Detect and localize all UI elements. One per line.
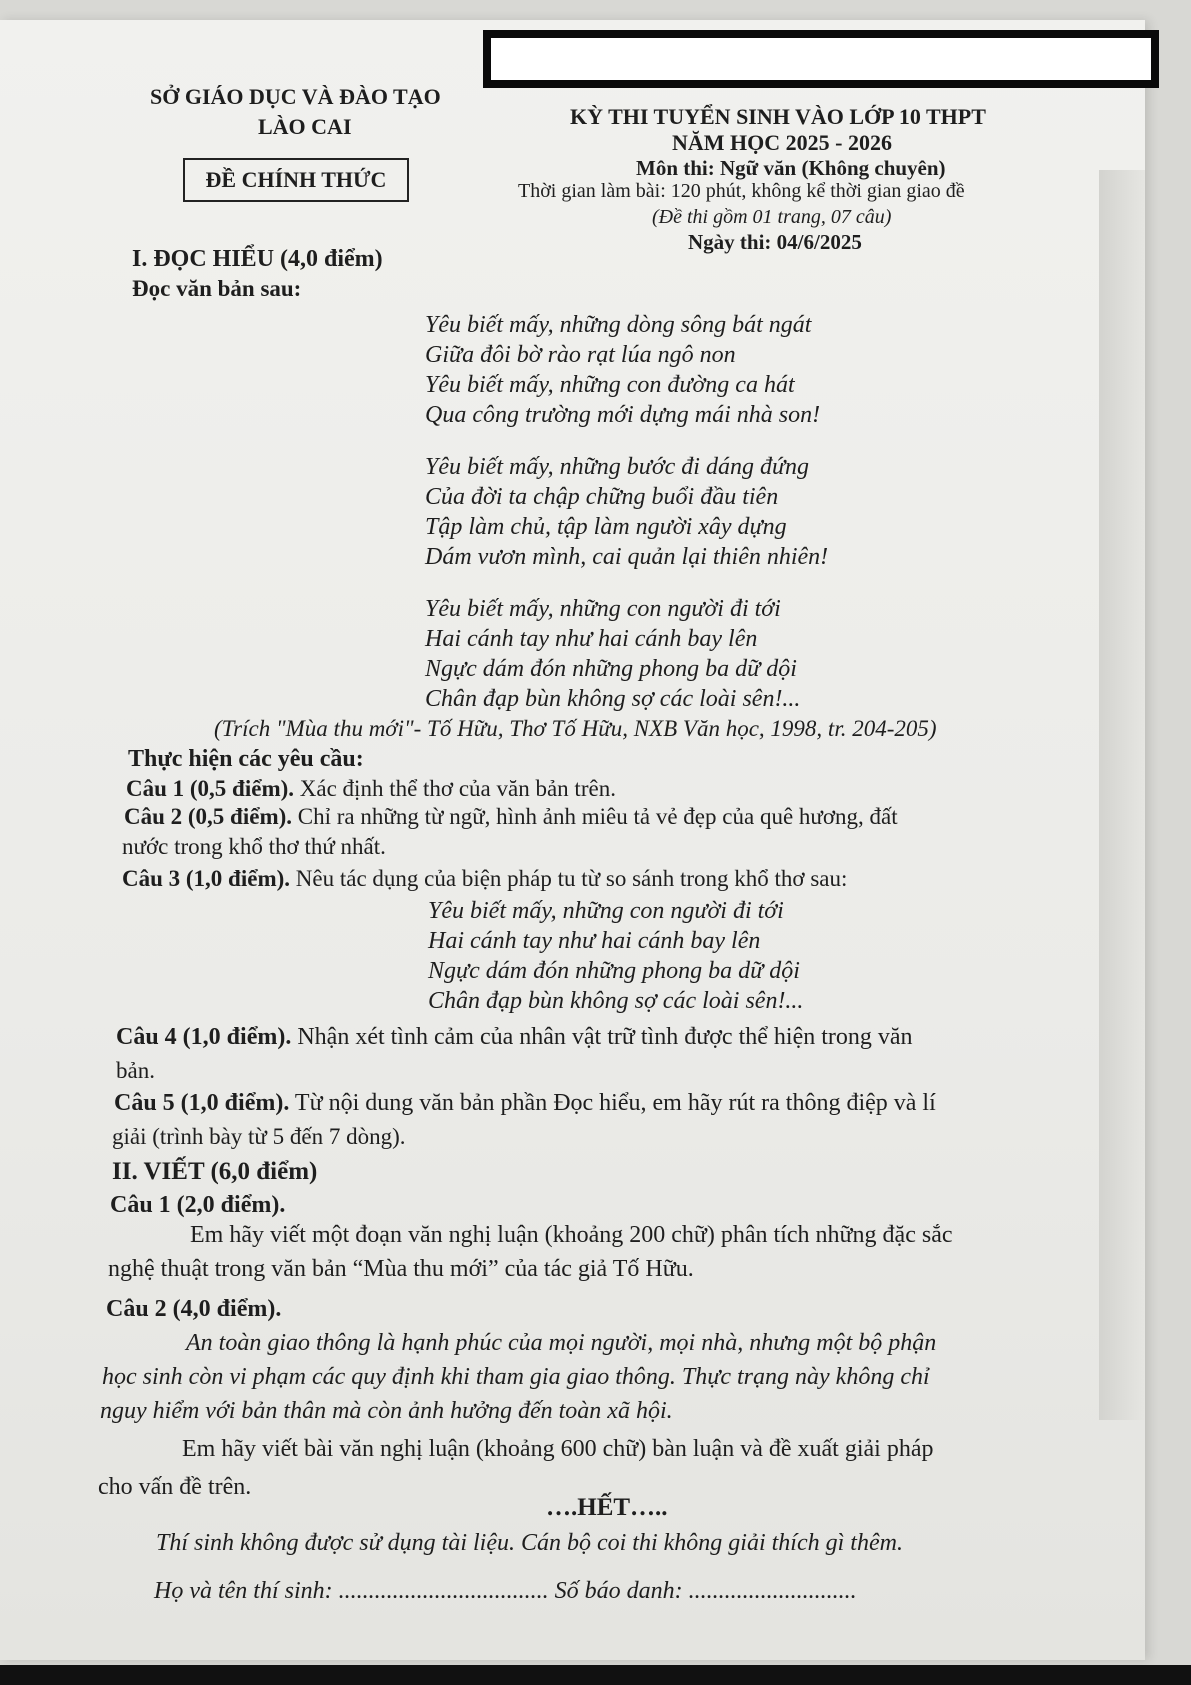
poem-line: Chân đạp bùn không sợ các loài sên!...	[425, 686, 801, 712]
question-1	[126, 776, 616, 802]
province-name: LÀO CAI	[258, 114, 352, 139]
writing-question-1-text: Em hãy viết một đoạn văn nghị luận (khoảng 200 chữ) phân tích những đặc sắc	[190, 1222, 953, 1248]
official-exam-badge: ĐỀ CHÍNH THỨC	[183, 158, 409, 202]
question-2	[124, 804, 898, 830]
exam-duration: Thời gian làm bài: 120 phút, không kể thời gian giao đề	[518, 180, 965, 202]
photo-bottom-border	[0, 1665, 1191, 1685]
paper-edge-shadow	[1099, 170, 1145, 1420]
writing-question-1-label: Câu 1 (2,0 điểm).	[110, 1192, 286, 1218]
candidate-id-blank: ............................	[688, 1578, 857, 1604]
school-year: NĂM HỌC 2025 - 2026	[672, 130, 892, 155]
poem-source: (Trích "Mùa thu mới"- Tố Hữu, Thơ Tố Hữu, NXB Văn học, 1998, tr. 204-205)	[214, 716, 937, 741]
requirements-title: Thực hiện các yêu cầu:	[128, 746, 364, 772]
q3-poem-line: Chân đạp bùn không sợ các loài sên!...	[428, 988, 804, 1014]
poem-line: Dám vươn mình, cai quản lại thiên nhiên!	[425, 544, 829, 570]
candidate-id-label: Số báo danh:	[554, 1578, 683, 1604]
question-label: Câu 1 (0,5 điểm).	[126, 776, 295, 801]
department-name: SỞ GIÁO DỤC VÀ ĐÀO TẠO	[150, 84, 441, 109]
section-reading-title: I. ĐỌC HIỂU (4,0 điểm)	[132, 246, 383, 272]
exam-subject: Môn thi: Ngữ văn (Không chuyên)	[636, 156, 946, 180]
writing-question-2-prompt: An toàn giao thông là hạnh phúc của mọi người, mọi nhà, nhưng một bộ phận	[186, 1330, 937, 1356]
question-4	[116, 1024, 913, 1051]
question-label: Câu 5 (1,0 điểm).	[114, 1090, 290, 1116]
writing-question-2-label: Câu 2 (4,0 điểm).	[106, 1296, 282, 1322]
question-label: Câu 2 (0,5 điểm).	[124, 804, 293, 829]
q3-poem-line: Yêu biết mấy, những con người đi tới	[428, 898, 784, 924]
poem-line: Qua công trường mới dựng mái nhà son!	[425, 402, 821, 428]
writing-question-2-prompt-end: nguy hiểm với bản thân mà còn ảnh hưởng đến toàn xã hội.	[100, 1398, 673, 1424]
question-text: Chỉ ra những từ ngữ, hình ảnh miêu tả vẻ đẹp của quê hương, đất	[297, 804, 898, 829]
writing-question-2-task-continued: cho vấn đề trên.	[98, 1474, 252, 1500]
question-3	[122, 866, 847, 892]
question-label: Câu 3 (1,0 điểm).	[122, 866, 291, 891]
reading-instruction: Đọc văn bản sau:	[132, 276, 302, 301]
question-5-continued: giải (trình bày từ 5 đến 7 dòng).	[112, 1124, 406, 1149]
exam-title: KỲ THI TUYỂN SINH VÀO LỚP 10 THPT	[570, 104, 986, 129]
writing-question-1-text-continued: nghệ thuật trong văn bản “Mùa thu mới” của tác giả Tố Hữu.	[108, 1256, 694, 1282]
candidate-info-line	[154, 1578, 857, 1605]
exam-date: Ngày thi: 04/6/2025	[688, 230, 862, 254]
question-2-continued: nước trong khổ thơ thứ nhất.	[122, 834, 386, 859]
poem-line: Của đời ta chập chững buổi đầu tiên	[425, 484, 779, 510]
q3-poem-line: Hai cánh tay như hai cánh bay lên	[428, 928, 761, 954]
section-writing-title: II. VIẾT (6,0 điểm)	[112, 1158, 318, 1185]
writing-question-2-task: Em hãy viết bài văn nghị luận (khoảng 600 chữ) bàn luận và đề xuất giải pháp	[182, 1436, 934, 1462]
question-text: Từ nội dung văn bản phần Đọc hiểu, em hãy rút ra thông điệp và lí	[294, 1090, 936, 1116]
exam-notice: Thí sinh không được sử dụng tài liệu. Cán bộ coi thi không giải thích gì thêm.	[156, 1530, 903, 1556]
poem-line: Hai cánh tay như hai cánh bay lên	[425, 626, 758, 652]
exam-pages-note: (Đề thi gồm 01 trang, 07 câu)	[652, 206, 892, 228]
poem-line: Giữa đôi bờ rào rạt lúa ngô non	[425, 342, 736, 368]
poem-line: Yêu biết mấy, những con người đi tới	[425, 596, 781, 622]
question-4-continued: bản.	[116, 1058, 155, 1083]
poem-line: Ngực dám đón những phong ba dữ dội	[425, 656, 797, 682]
question-text: Nhận xét tình cảm của nhân vật trữ tình được thể hiện trong văn	[297, 1024, 913, 1050]
poem-line: Tập làm chủ, tập làm người xây dựng	[425, 514, 787, 540]
candidate-name-blank: ...................................	[338, 1578, 549, 1604]
redaction-box	[483, 30, 1159, 88]
poem-line: Yêu biết mấy, những con đường ca hát	[425, 372, 795, 398]
end-mark: ….HẾT…..	[546, 1494, 668, 1521]
question-text: Nêu tác dụng của biện pháp tu từ so sánh trong khổ thơ sau:	[295, 866, 848, 891]
question-label: Câu 4 (1,0 điểm).	[116, 1024, 292, 1050]
question-5	[114, 1090, 936, 1117]
poem-line: Yêu biết mấy, những bước đi dáng đứng	[425, 454, 810, 480]
q3-poem-line: Ngực dám đón những phong ba dữ dội	[428, 958, 800, 984]
candidate-name-label: Họ và tên thí sinh:	[154, 1578, 333, 1604]
question-text: Xác định thể thơ của văn bản trên.	[299, 776, 616, 801]
poem-line: Yêu biết mấy, những dòng sông bát ngát	[425, 312, 812, 338]
writing-question-2-prompt-continued: học sinh còn vi phạm các quy định khi tham gia giao thông. Thực trạng này không chỉ	[102, 1364, 930, 1390]
